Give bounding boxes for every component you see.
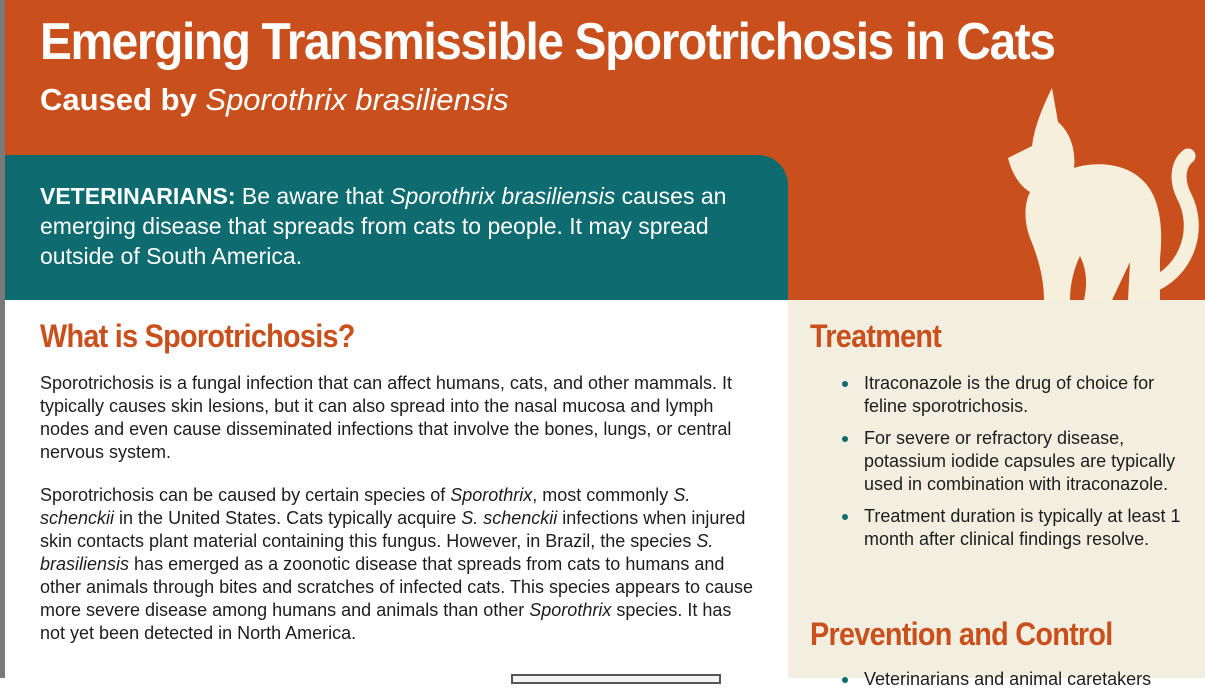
text-italic: S. schenckii — [40, 485, 691, 528]
subtitle-species: Sporothrix brasiliensis — [205, 82, 509, 117]
page-subtitle — [40, 82, 509, 118]
list-item — [810, 427, 1195, 496]
paragraph-1: Sporotrichosis is a fungal infection that can affect humans, cats, and other mammals. It typically causes skin lesions, but it can also spread into the nasal mucosa and lymph nodes and even cause disseminated infections that involve the bones, lungs, or central nervous system. — [40, 373, 733, 462]
text: Sporotrichosis can be caused by certain species of — [40, 485, 451, 505]
text-italic: Sporothrix — [529, 600, 612, 620]
page-title: Emerging Transmissible Sporotrichosis in Cats — [40, 13, 1055, 71]
main-column — [5, 300, 788, 678]
section-heading-treatment: Treatment — [810, 318, 942, 354]
list-item-text: Veterinarians and animal caretakers — [864, 669, 1152, 689]
section-heading-prevention: Prevention and Control — [810, 616, 1113, 652]
sidebar-column — [788, 300, 1205, 689]
text: , most commonly — [532, 485, 674, 505]
bullet-icon — [842, 381, 848, 387]
alert-text-part: causes an emerging disease that spreads from cats to people. It may spread outside of South America. — [40, 183, 727, 269]
figure-frame — [511, 674, 721, 684]
list-item — [810, 505, 1195, 551]
bullet-icon — [842, 436, 848, 442]
text-italic: S. brasiliensis — [40, 531, 714, 574]
text: has emerged as a zoonotic disease that spreads from cats to humans and other animals through bites and scratches of infected cats. This species appears to cause more severe disease among humans and animals than other — [40, 554, 754, 620]
text: infections when injured skin contacts plant material containing this fungus. However, in Brazil, the species — [40, 508, 746, 551]
subtitle-prefix: Caused by — [40, 82, 206, 117]
list-item — [810, 372, 1195, 418]
alert-species: Sporothrix brasiliensis — [390, 183, 616, 209]
text: in the United States. Cats typically acquire — [114, 508, 462, 528]
list-item — [810, 668, 1195, 691]
prevention-list — [810, 668, 1195, 691]
cat-silhouette-icon — [1000, 86, 1200, 302]
list-item-text: Itraconazole is the drug of choice for feline sporotrichosis. — [864, 373, 1155, 416]
veterinarian-alert-banner — [5, 155, 788, 300]
alert-text-part: Be aware that — [235, 183, 391, 209]
text-italic: Sporothrix — [450, 485, 533, 505]
alert-text — [40, 181, 760, 271]
text-italic: S. schenckii — [461, 508, 558, 528]
list-item-text: Treatment duration is typically at least 1 month after clinical findings resolve. — [864, 506, 1181, 549]
alert-lead: VETERINARIANS: — [40, 183, 236, 209]
list-item-text: For severe or refractory disease, potassium iodide capsules are typically used in combination with itraconazole. — [864, 428, 1176, 494]
text: species. It has not yet been detected in North America. — [40, 600, 732, 643]
section-heading-what: What is Sporotrichosis? — [40, 318, 355, 354]
paragraph-2 — [40, 484, 760, 645]
bullet-icon — [842, 514, 848, 520]
treatment-list — [810, 372, 1195, 560]
